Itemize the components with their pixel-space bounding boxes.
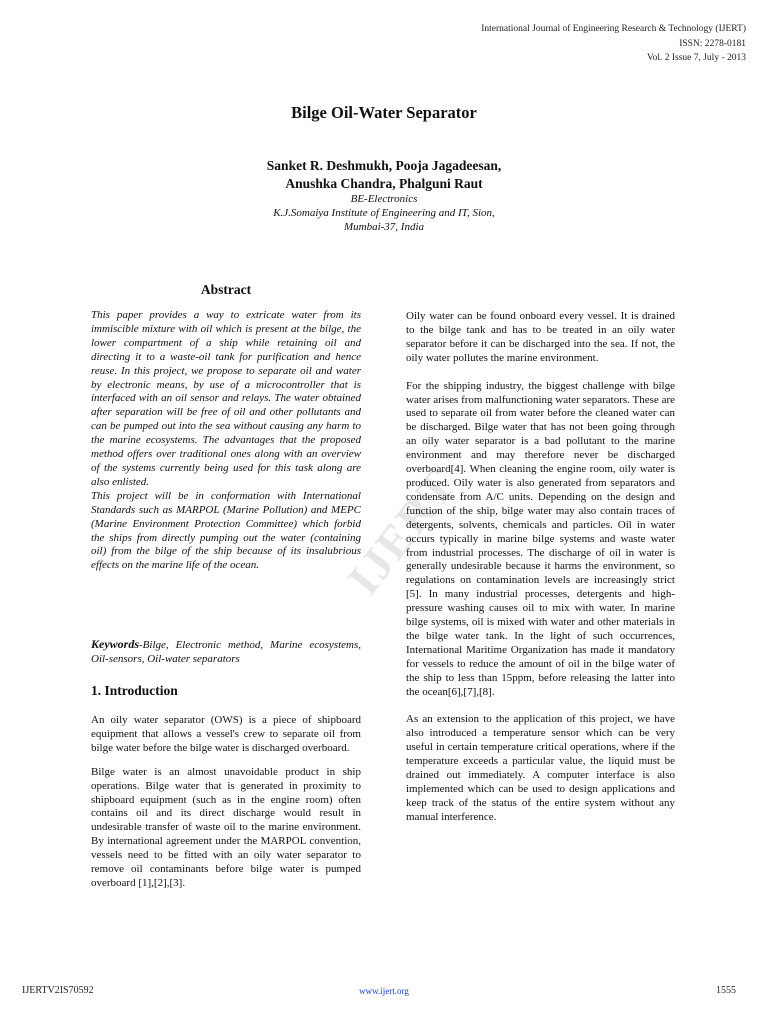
right-paragraph-2: For the shipping industry, the biggest challenge with bilge water arises from malfunctioning water separators. These are used to separate oil from water before the cleaned water can be discharged. Bilge water that has not been going through an oily water separator is a bad pollutant to the marine environment and may therefore never be discharged overboard[4]. When cleaning the engine room, oily water is produced. Oily water is also generated from separators and condensate from A/C units. Depending on the design and function of the ship, bilge water may also contain traces of detergents, solvents, chemicals and particles. Oil in water occurs typically in marine bilge systems and waste water from industrial processes. The discharge of oil in water is generally undesirable because it harms the environment, so regulations on contamination levels are increasingly strict [5]. In many industrial processes, detergents and high-pressure washing causes oil to mix with water. In marine bilge systems, oil is mixed with water and other materials in the bilge water tank. In the light of such occurrences, International Maritime Organization has made it mandatory for vessels to reduce the amount of oil in the bilge water of the ship to less than 15ppm, before releasing the latter into the ocean[6],[7],[8]. [406, 379, 675, 698]
introduction-paragraph-1: An oily water separator (OWS) is a piece of shipboard equipment that allows a vessel's crew to separate oil from bilge water before the bilge water is discharged overboard. [91, 714, 361, 754]
footer-paper-id: IJERTV2IS70592 [22, 985, 94, 996]
affiliation-line-2: K.J.Somaiya Institute of Engineering and IT, Sion, [273, 207, 495, 219]
footer-page-number: 1555 [716, 985, 736, 996]
abstract-body [91, 309, 361, 573]
paper-authors [0, 157, 768, 193]
footer-website-link[interactable]: www.ijert.org [359, 986, 409, 996]
right-paragraph-3: As an extension to the application of this project, we have also introduced a temperature sensor which can be very useful in certain temperature critical operations, where if the temperature exceeds a particular value, the liquid must be drained out immediately. A computer interface is also implemented which can be used to design applications and keep track of the status of the entire system without any manual interference. [406, 713, 675, 823]
right-column [406, 310, 675, 825]
journal-name: International Journal of Engineering Research & Technology (IJERT) [481, 24, 746, 34]
keywords-label: Keywords [91, 637, 139, 651]
author-affiliation [0, 192, 768, 234]
abstract-heading: Abstract [200, 282, 252, 297]
affiliation-line-3: Mumbai-37, India [343, 221, 425, 233]
affiliation-line-1: BE-Electronics [350, 193, 418, 205]
journal-header [481, 22, 746, 66]
right-paragraph-1: Oily water can be found onboard every vessel. It is drained to the bilge tank and has to be treated in an oily water separator before it can be discharged into the sea. If not, the oily water pollutes the marine environment. [406, 310, 675, 364]
keywords [91, 638, 361, 667]
journal-issn: ISSN: 2278-0181 [679, 38, 746, 49]
abstract-paragraph-2: This project will be in conformation with International Standards such as MARPOL (Marine Pollution) and MEPC (Marine Environment Protection Committee) which forbid the ships from directly pumping out the water (containing oil) from the bilge of the ship because of its insalubrious effects on the marine life of the ocean. [91, 489, 361, 572]
introduction-body [91, 714, 361, 891]
journal-volume: Vol. 2 Issue 7, July - 2013 [646, 53, 746, 63]
authors-line-2: Anushka Chandra, Phalguni Raut [285, 176, 483, 191]
introduction-paragraph-2: Bilge water is an almost unavoidable product in ship operations. Bilge water that is generated in proximity to shipboard equipment (such as in the engine room) often contains oil and its direct discharge would result in undesirable transfer of waste oil to the marine environment. By international agreement under the MARPOL convention, vessels need to be fitted with an oily water separator to remove oil contaminants before bilge water is pumped overboard [1],[2],[3]. [91, 765, 361, 889]
introduction-heading: 1. Introduction [91, 683, 178, 698]
authors-line-1: Sanket R. Deshmukh, Pooja Jagadeesan, [266, 158, 502, 173]
keywords-text: -Bilge, Electronic method, Marine ecosystems, Oil-sensors, Oil-water separators [91, 639, 361, 665]
abstract-paragraph-1: This paper provides a way to extricate water from its immiscible mixture with oil which is present at the bilge, the lower compartment of a ship while retaining oil and directing it to a waste-oil tank for purification and hence reuse. In this project, we propose to separate oil and water by electronic means, by use of a microcontroller that is interfaced with an oil sensor and relays. The water obtained after separation will be free of oil and other pollutants and can be pumped out into the sea without causing any harm to the marine ecosystems. The advantages that the proposed method offers over traditional ones along with an overview of the systems currently being used for this task along are also enlisted. [91, 309, 361, 488]
ijert-watermark: IJERT [337, 459, 467, 604]
paper-title: Bilge Oil-Water Separator [291, 103, 477, 122]
